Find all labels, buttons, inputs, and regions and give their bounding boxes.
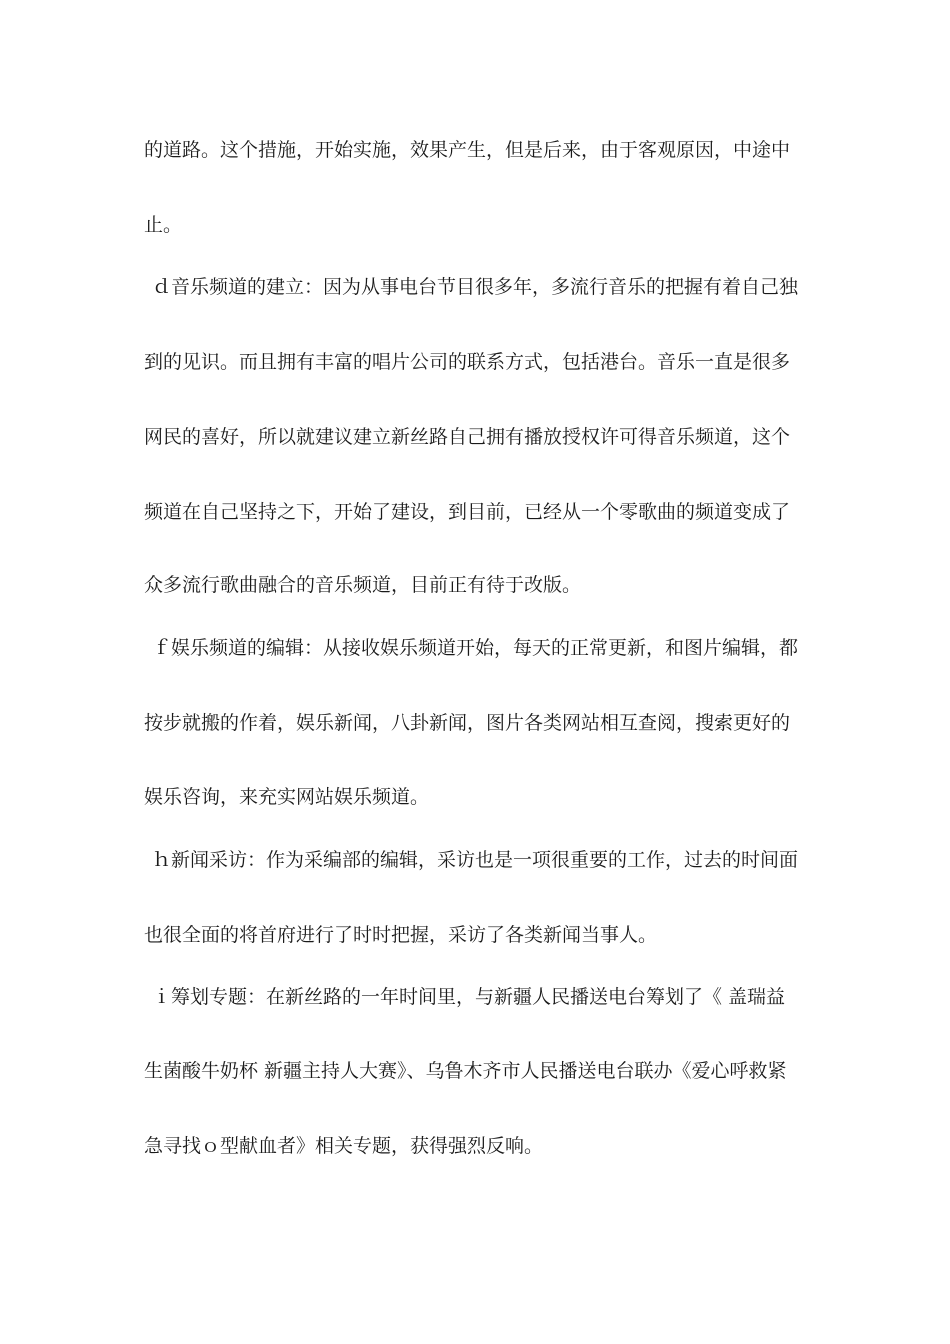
text-line: 按步就搬的作着，娱乐新闻，八卦新闻，图片各类网站相互查阅，搜索更好的 xyxy=(144,712,791,734)
paragraph-start-line: ｈ新闻采访：作为采编部的编辑，采访也是一项很重要的工作，过去的时间面 xyxy=(152,849,799,871)
text-line: 止。 xyxy=(144,214,183,236)
paragraph-start-line: ｄ音乐频道的建立：因为从事电台节目很多年，多流行音乐的把握有着自己独 xyxy=(152,276,799,298)
text-line: 的道路。这个措施，开始实施，效果产生，但是后来，由于客观原因，中途中 xyxy=(144,139,791,161)
paragraph-start-line: ｉ筹划专题：在新丝路的一年时间里，与新疆人民播送电台筹划了《 盖瑞益 xyxy=(152,986,786,1008)
text-line: 生菌酸牛奶杯 新疆主持人大赛》、乌鲁木齐市人民播送电台联办《爱心呼救紧 xyxy=(144,1060,787,1082)
text-line: 频道在自己坚持之下，开始了建设，到目前，已经从一个零歌曲的频道变成了 xyxy=(144,501,791,523)
text-line: 也很全面的将首府进行了时时把握，采访了各类新闻当事人。 xyxy=(144,924,658,946)
text-line: 到的见识。而且拥有丰富的唱片公司的联系方式，包括港台。音乐一直是很多 xyxy=(144,351,791,373)
paragraph-start-line: ｆ娱乐频道的编辑：从接收娱乐频道开始，每天的正常更新，和图片编辑，都 xyxy=(152,637,799,659)
text-line: 娱乐咨询，来充实网站娱乐频道。 xyxy=(144,786,430,808)
text-line: 急寻找ｏ型献血者》相关专题，获得强烈反响。 xyxy=(144,1135,544,1157)
text-line: 众多流行歌曲融合的音乐频道，目前正有待于改版。 xyxy=(144,574,582,596)
text-line: 网民的喜好，所以就建议建立新丝路自己拥有播放授权许可得音乐频道，这个 xyxy=(144,426,791,448)
